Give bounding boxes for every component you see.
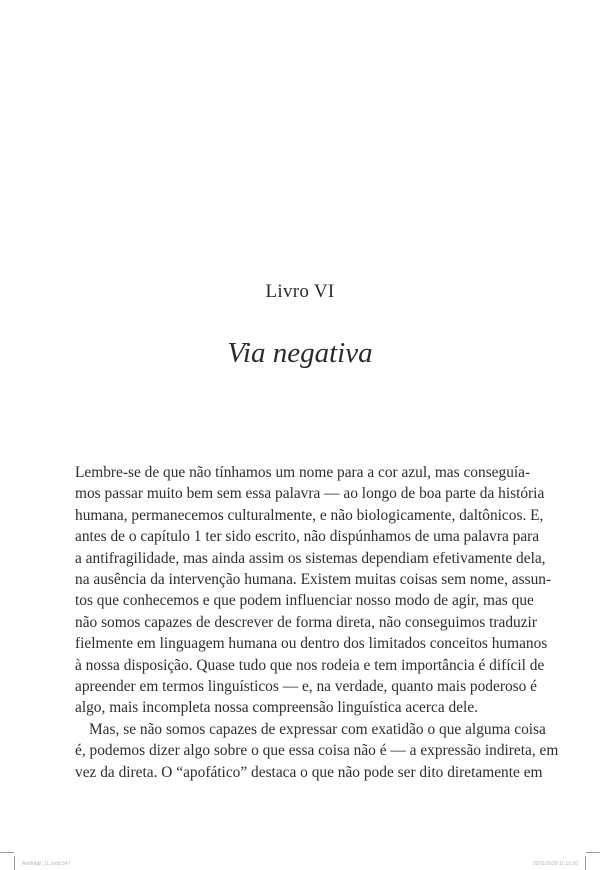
crop-mark-right xyxy=(586,852,600,853)
crop-mark-right-vertical xyxy=(585,856,586,870)
crop-mark-left xyxy=(0,852,14,853)
book-label: Livro VI xyxy=(265,281,335,302)
chapter-title: Via negativa xyxy=(227,337,373,369)
paragraph-2-line: vez da direta. O “apofático” destaca o que não pode ser dito diretamente em xyxy=(75,763,543,781)
paragraph-1-line: apreender em termos linguísticos — e, na verdade, quanto mais poderoso é xyxy=(75,678,538,696)
crop-mark-left-vertical xyxy=(14,856,15,870)
paragraph-1-line: Lembre-se de que não tínhamos um nome para a cor azul, mas conseguía- xyxy=(75,464,531,481)
print-slug-left: Antifrágil_1L.indd 347 xyxy=(22,861,71,867)
paragraph-2-line: Mas, se não somos capazes de expressar com exatidão o que alguma coisa xyxy=(89,720,546,738)
paragraph-1-line: à nossa disposição. Quase tudo que nos rodeia e tem importância é difícil de xyxy=(75,656,545,674)
paragraph-1-line: antes de o capítulo 1 ter sido escrito, não dispúnhamos de uma palavra para xyxy=(75,528,540,546)
paragraph-1-line: algo, mais incompleta nossa compreensão linguística acerca dele. xyxy=(75,699,478,717)
paragraph-1-line: não somos capazes de descrever de forma direta, não conseguimos traduzir xyxy=(75,613,537,631)
print-slug-right: 20/11/2020 11:12:50 xyxy=(532,861,578,867)
paragraph-1-line: na ausência da intervenção humana. Existem muitas coisas sem nome, assun- xyxy=(75,571,552,589)
paragraph-1-line: tos que conhecemos e que podem influenciar nosso modo de agir, mas que xyxy=(75,592,534,610)
paragraph-1-line: a antifragilidade, mas ainda assim os sistemas dependiam efetivamente dela, xyxy=(75,549,546,567)
paragraph-2-line: é, podemos dizer algo sobre o que essa coisa não é — a expressão indireta, em xyxy=(75,742,559,760)
paragraph-1-line: mos passar muito bem sem essa palavra — ao longo de boa parte da história xyxy=(75,485,545,503)
paragraph-1-line: fielmente em linguagem humana ou dentro dos limitados conceitos humanos xyxy=(75,635,548,653)
paragraph-1-line: humana, permanecemos culturalmente, e não biologicamente, daltônicos. E, xyxy=(75,506,544,524)
body-text xyxy=(75,462,559,783)
